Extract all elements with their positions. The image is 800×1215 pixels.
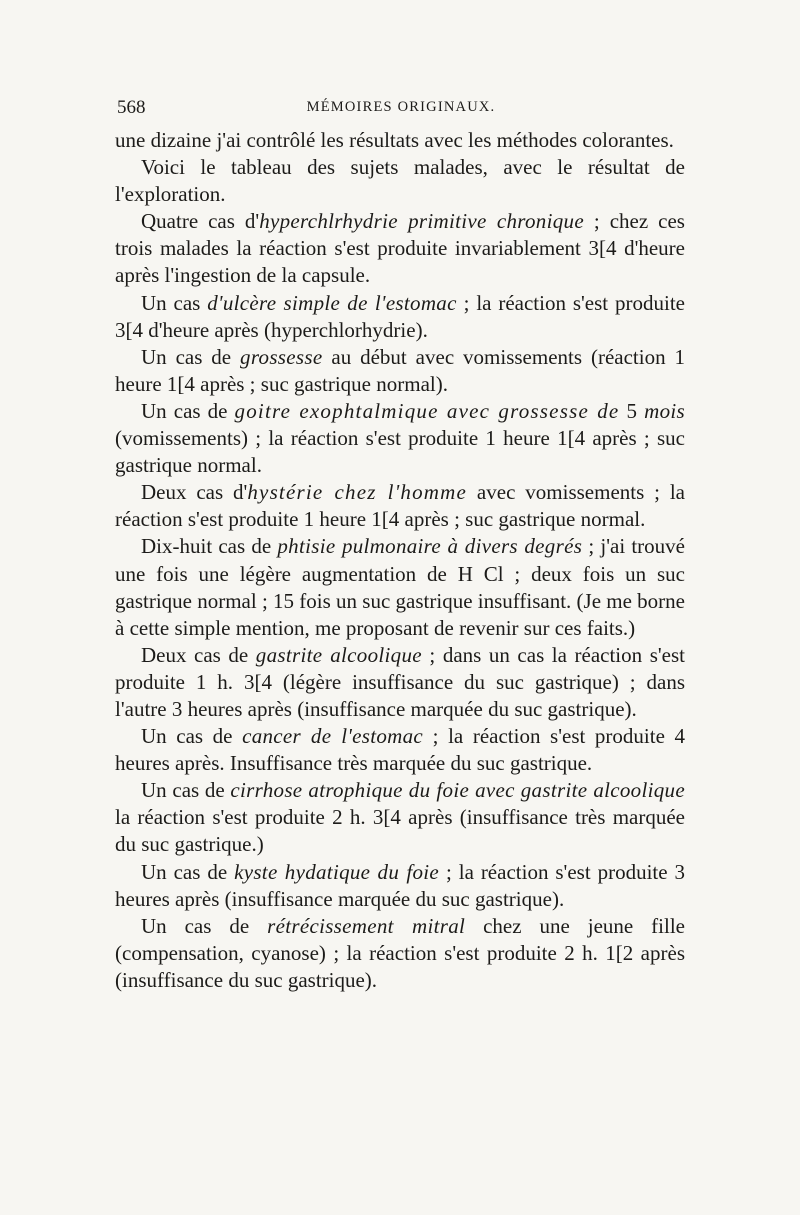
disease-name: kyste hydatique du foie xyxy=(234,859,440,884)
paragraph-retrecissement: Un cas de rétrécissement mitral chez une jeune fille (compensation, cyanose) ; la réaction s'est produite 2 h. 1[2 après (insuffisance du suc gastrique). xyxy=(115,913,685,992)
paragraph-grossesse: Un cas de grossesse au début avec vomissements (réaction 1 heure 1[4 après ; suc gastrique normal). xyxy=(115,344,685,396)
paragraph-continuation: une dizaine j'ai contrôlé les résultats avec les méthodes colorantes. xyxy=(115,128,674,152)
page-header xyxy=(117,97,685,123)
disease-name: cancer de l'estomac xyxy=(242,724,424,749)
paragraph-intro-table: Voici le tableau des sujets malades, avec le résultat de l'exploration. xyxy=(115,155,685,207)
disease-name: goitre exophtalmique avec grossesse de xyxy=(234,398,620,423)
disease-name: grossesse xyxy=(240,344,323,369)
disease-name: phtisie pulmonaire à divers degrés xyxy=(277,534,583,559)
paragraph-ulcere: Un cas d'ulcère simple de l'estomac ; la réaction s'est produite 3[4 d'heure après (hyperchlorhydrie). xyxy=(115,290,685,342)
disease-name: hyperchlrhydrie primitive chronique xyxy=(259,209,584,234)
disease-name-unit: mois xyxy=(644,398,685,423)
paragraph-gastrite: Deux cas de gastrite alcoolique ; dans un cas la réaction s'est produite 1 h. 3[4 (légère insuffisance du suc gastrique) ; dans l'autre 3 heures après (insuffisance marquée du suc gastrique). xyxy=(115,642,685,721)
paragraph-hysterie: Deux cas d'hystérie chez l'homme avec vomissements ; la réaction s'est produite 1 heure 1[4 après ; suc gastrique normal. xyxy=(115,480,686,532)
disease-name: rétrécissement mitral xyxy=(267,913,466,938)
page-number: 568 xyxy=(117,97,146,118)
paragraph-kyste: Un cas de kyste hydatique du foie ; la réaction s'est produite 3 heures après (insuffisance marquée du suc gastrique). xyxy=(115,859,685,911)
paragraph-cirrhose: Un cas de cirrhose atrophique du foie avec gastrite alcoolique la réaction s'est produite 2 h. 3[4 après (insuffisance très marquée du suc gastrique.) xyxy=(115,778,685,857)
paragraph-goitre: Un cas de goitre exophtalmique avec grossesse de 5 mois (vomissements) ; la réaction s'est produite 1 heure 1[4 après ; suc gastrique normal. xyxy=(115,398,685,478)
paragraph-phtisie: Dix-huit cas de phtisie pulmonaire à divers degrés ; j'ai trouvé une fois une légère augmentation de H Cl ; deux fois un suc gastrique normal ; 15 fois un suc gastrique insuffisant. (Je me borne à cette simple mention, me proposant de revenir sur ces faits.) xyxy=(115,534,685,640)
disease-name: d'ulcère simple de l'estomac xyxy=(207,290,457,315)
running-title: MÉMOIRES ORIGINAUX. xyxy=(306,99,496,115)
disease-name: hystérie chez l'homme xyxy=(247,480,468,505)
disease-name: gastrite alcoolique xyxy=(255,642,422,667)
paragraph-hyperchlorhydrie: Quatre cas d'hyperchlrhydrie primitive chronique ; chez ces trois malades la réaction s'est produite invariablement 3[4 d'heure après l'ingestion de la capsule. xyxy=(115,209,685,288)
body-text xyxy=(115,127,685,994)
paragraph-cancer: Un cas de cancer de l'estomac ; la réaction s'est produite 4 heures après. Insuffisance très marquée du suc gastrique. xyxy=(115,724,685,776)
disease-name: cirrhose atrophique du foie avec gastrite alcoolique xyxy=(230,778,685,803)
